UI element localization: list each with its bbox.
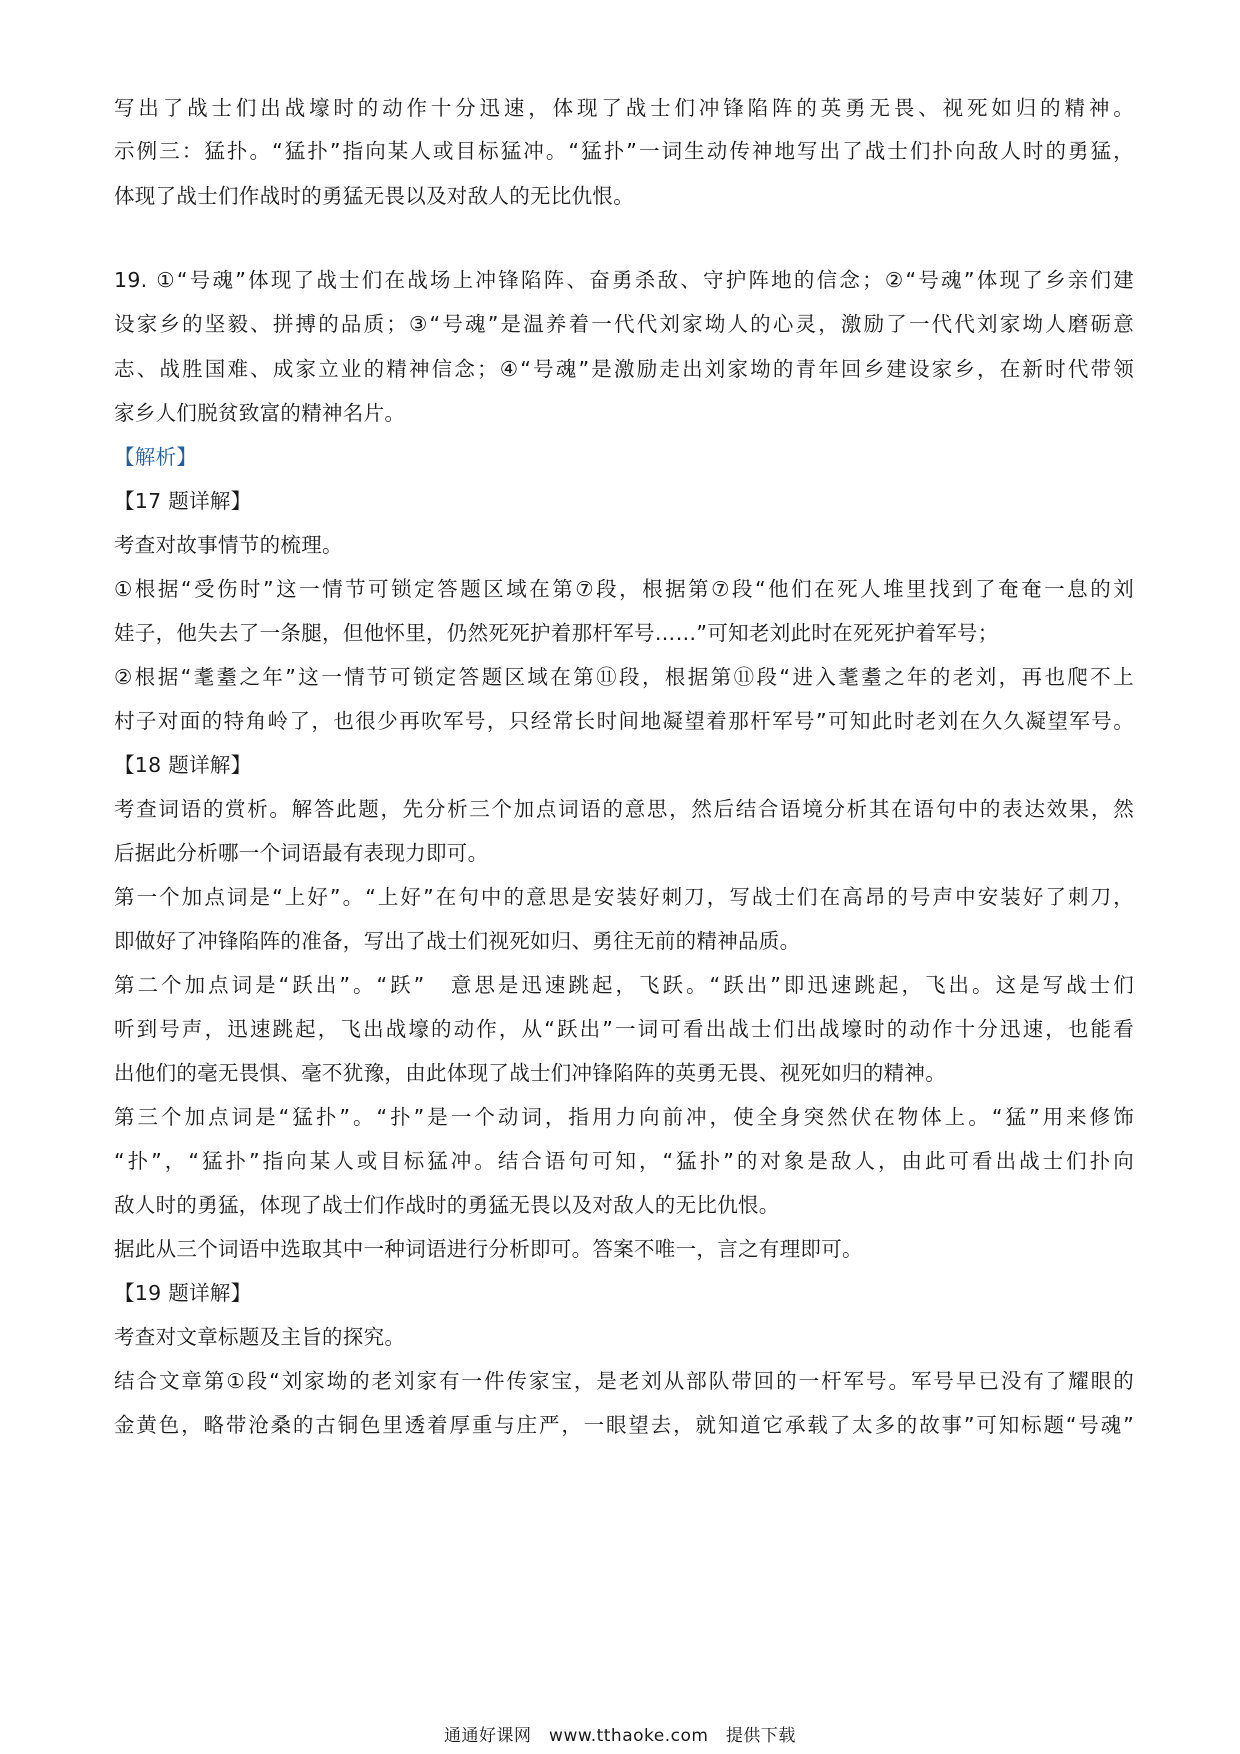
text-line: “扑”，“猛扑”指向某人或目标猛冲。结合语句可知，“猛扑”的对象是敌人，由此可看出战士们扑向 — [114, 1149, 1134, 1173]
text-line: 考查对文章标题及主旨的探究。 — [114, 1325, 406, 1349]
section-heading: 【18 题详解】 — [114, 753, 252, 777]
text-line: 家乡人们脱贫致富的精神名片。 — [114, 401, 406, 425]
text-line: 村子对面的特角岭了，也很少再吹军号，只经常长时间地凝望着那杆军号”可知此时老刘在久久凝望军号。 — [114, 709, 1134, 733]
section-heading: 【19 题详解】 — [114, 1281, 252, 1305]
text-line: 敌人时的勇猛，体现了战士们作战时的勇猛无畏以及对敌人的无比仇恨。 — [114, 1193, 780, 1217]
page-footer: 通通好课网 www.tthaoke.com 提供下载 — [444, 1726, 796, 1746]
text-line: 第二个加点词是“跃出”。“跃” 意思是迅速跳起，飞跃。“跃出”即迅速跳起，飞出。这是写战士们 — [114, 973, 1134, 997]
text-line: 设家乡的坚毅、拼搏的品质；③“号魂”是温养着一代代刘家坳人的心灵，激励了一代代刘家坳人磨砺意 — [114, 312, 1134, 336]
text-line: 听到号声，迅速跳起，飞出战壕的动作，从“跃出”一词可看出战士们出战壕时的动作十分迅速，也能看 — [114, 1017, 1134, 1041]
text-line: 结合文章第①段“刘家坳的老刘家有一件传家宝，是老刘从部队带回的一杆军号。军号早已没有了耀眼的 — [114, 1369, 1134, 1393]
text-line: 金黄色，略带沧桑的古铜色里透着厚重与庄严，一眼望去，就知道它承载了太多的故事”可知标题“号魂” — [114, 1413, 1134, 1437]
text-line: 志、战胜国难、成家立业的精神信念；④“号魂”是激励走出刘家坳的青年回乡建设家乡，在新时代带领 — [114, 357, 1134, 381]
text-line: 出他们的毫无畏惧、毫不犹豫，由此体现了战士们冲锋陷阵的英勇无畏、视死如归的精神。 — [114, 1061, 946, 1085]
text-line: 考查对故事情节的梳理。 — [114, 533, 343, 557]
section-heading-analysis: 【解析】 — [114, 445, 198, 469]
text-line: ②根据“耄耋之年”这一情节可锁定答题区域在第⑪段，根据第⑪段“进入耄耋之年的老刘，再也爬不上 — [114, 665, 1134, 689]
text-line: 写出了战士们出战壕时的动作十分迅速，体现了战士们冲锋陷阵的英勇无畏、视死如归的精神。 — [114, 96, 1134, 120]
text-line: 后据此分析哪一个词语最有表现力即可。 — [114, 841, 489, 865]
section-heading: 【17 题详解】 — [114, 489, 252, 513]
text-line: 即做好了冲锋陷阵的准备，写出了战士们视死如归、勇往无前的精神品质。 — [114, 929, 801, 953]
text-line: ①根据“受伤时”这一情节可锁定答题区域在第⑦段，根据第⑦段“他们在死人堆里找到了奄奄一息的刘 — [114, 577, 1134, 601]
text-line: 第一个加点词是“上好”。“上好”在句中的意思是安装好刺刀，写战士们在高昂的号声中安装好了刺刀， — [114, 885, 1134, 909]
text-line: 据此从三个词语中选取其中一种词语进行分析即可。答案不唯一，言之有理即可。 — [114, 1237, 863, 1261]
text-line: 考查词语的赏析。解答此题，先分析三个加点词语的意思，然后结合语境分析其在语句中的表达效果，然 — [114, 797, 1134, 821]
text-line: 19. ①“号魂”体现了战士们在战场上冲锋陷阵、奋勇杀敌、守护阵地的信念；②“号魂”体现了乡亲们建 — [114, 268, 1134, 292]
text-line: 娃子，他失去了一条腿，但他怀里，仍然死死护着那杆军号……”可知老刘此时在死死护着军号； — [114, 621, 999, 645]
text-line: 示例三：猛扑。“猛扑”指向某人或目标猛冲。“猛扑”一词生动传神地写出了战士们扑向敌人时的勇猛， — [114, 139, 1134, 163]
text-line: 第三个加点词是“猛扑”。“扑”是一个动词，指用力向前冲，使全身突然伏在物体上。“猛”用来修饰 — [114, 1105, 1134, 1129]
text-line: 体现了战士们作战时的勇猛无畏以及对敌人的无比仇恨。 — [114, 184, 634, 208]
